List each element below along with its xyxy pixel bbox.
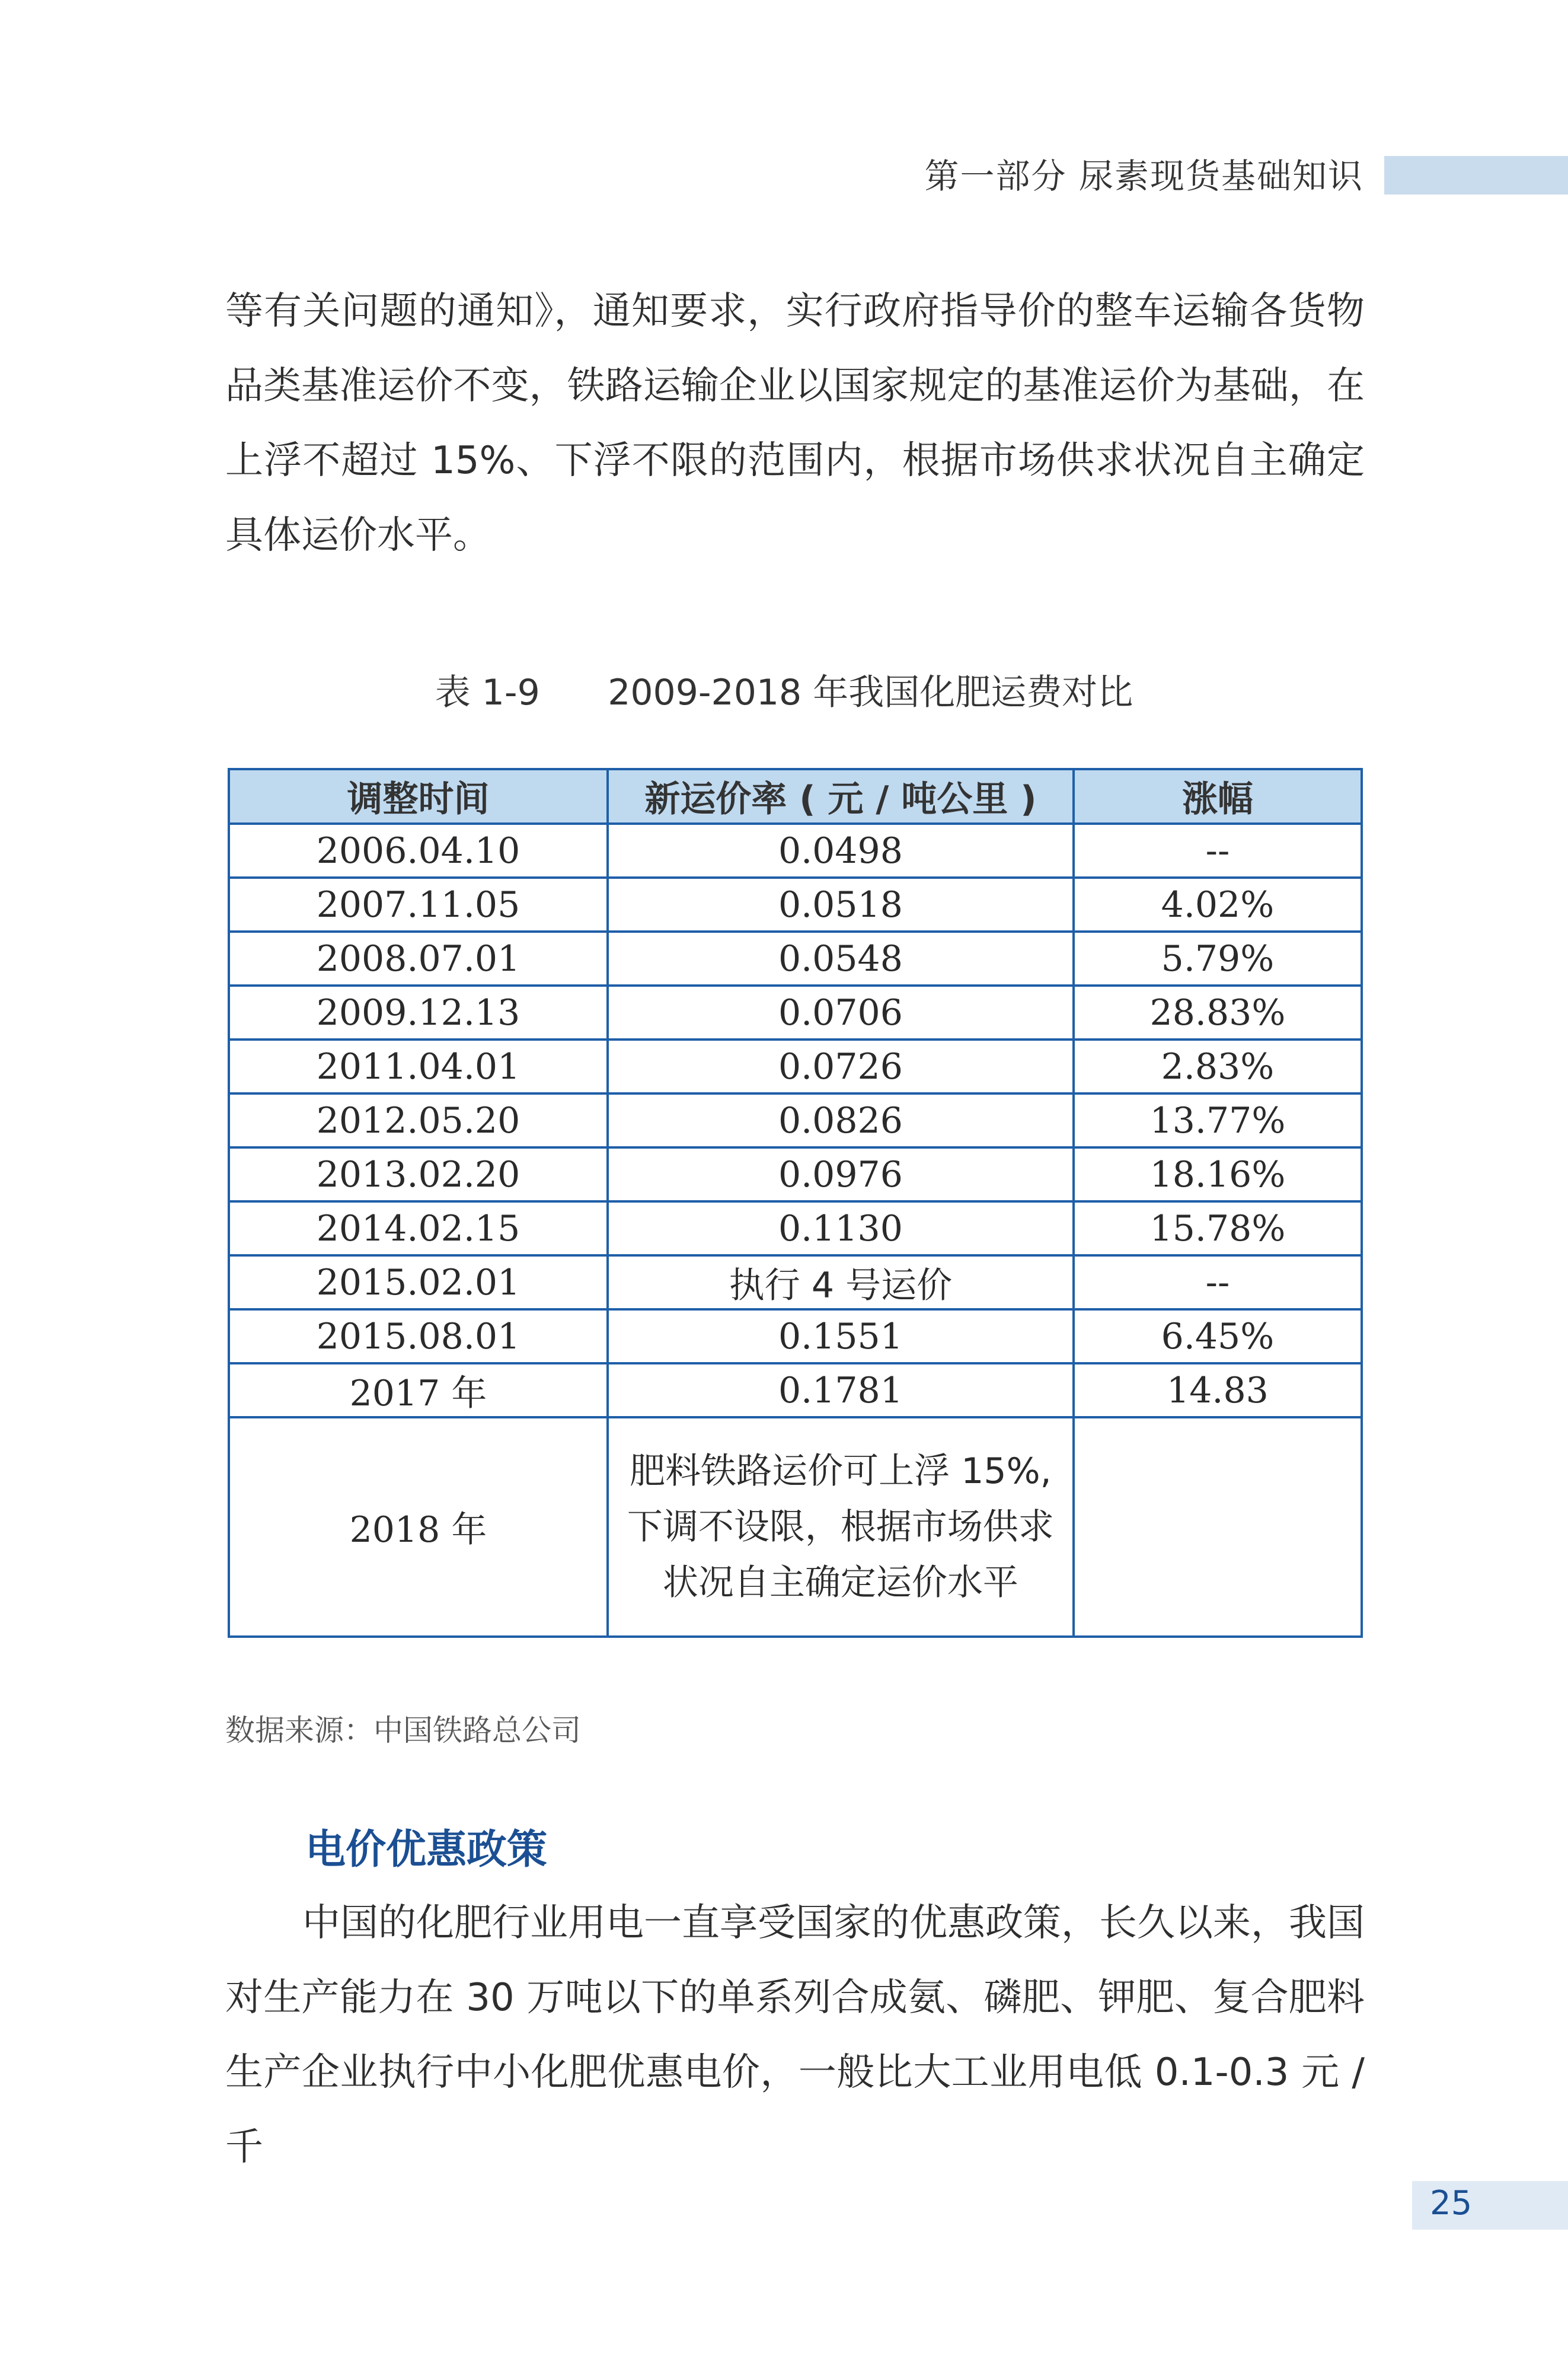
- header-cell-change: 涨幅: [1074, 769, 1362, 824]
- table-header-row: [229, 769, 1362, 824]
- table-row: [229, 878, 1362, 932]
- table-row: [229, 1255, 1362, 1309]
- note-line: 肥料铁路运价可上浮 15%,: [630, 1450, 1052, 1492]
- cell-change: 14.83: [1074, 1363, 1362, 1417]
- table-row: [229, 1363, 1362, 1417]
- table-source-note: 数据来源：中国铁路总公司: [225, 1713, 581, 1748]
- cell-rate: 0.0826: [608, 1093, 1074, 1147]
- table-row: [229, 932, 1362, 986]
- cell-change: 28.83%: [1074, 986, 1362, 1040]
- cell-change: 13.77%: [1074, 1093, 1362, 1147]
- table-row: [229, 1147, 1362, 1201]
- table-row: [229, 1201, 1362, 1255]
- cell-date: 2011.04.01: [229, 1040, 608, 1093]
- cell-change: --: [1074, 824, 1362, 878]
- cell-date: 2014.02.15: [229, 1201, 608, 1255]
- cell-rate: 0.0706: [608, 986, 1074, 1040]
- header-cell-date: 调整时间: [229, 769, 608, 824]
- cell-date: 2012.05.20: [229, 1093, 608, 1147]
- cell-change: 5.79%: [1074, 932, 1362, 986]
- cell-rate-note: [608, 1417, 1074, 1637]
- table-row: [229, 1040, 1362, 1093]
- cell-rate: 0.1551: [608, 1309, 1074, 1363]
- body-paragraph-1: 等有关问题的通知》，通知要求，实行政府指导价的整车运输各货物品类基准运价不变，铁路运输企业以国家规定的基准运价为基础，在上浮不超过 15%、下浮不限的范围内，根据市场供求状况自主确定具体运价水平。: [225, 289, 1365, 557]
- cell-date: 2015.08.01: [229, 1309, 608, 1363]
- cell-rate: 0.0498: [608, 824, 1074, 878]
- cell-rate: 0.0548: [608, 932, 1074, 986]
- cell-date: 2007.11.05: [229, 878, 608, 932]
- header-section-title: 第一部分 尿素现货基础知识: [924, 156, 1363, 196]
- cell-date: 2018 年: [229, 1417, 608, 1637]
- cell-date: 2013.02.20: [229, 1147, 608, 1201]
- table-row: [229, 986, 1362, 1040]
- table-row: [229, 824, 1362, 878]
- table-caption: 表 1-9 2009-2018 年我国化肥运费对比: [435, 672, 1133, 713]
- cell-change: 6.45%: [1074, 1309, 1362, 1363]
- cell-change: --: [1074, 1255, 1362, 1309]
- cell-change: [1074, 1417, 1362, 1637]
- cell-change: 15.78%: [1074, 1201, 1362, 1255]
- freight-rate-table: [228, 768, 1363, 1638]
- cell-rate: 0.0726: [608, 1040, 1074, 1093]
- cell-rate: 0.0976: [608, 1147, 1074, 1201]
- cell-rate: 0.0518: [608, 878, 1074, 932]
- body-paragraph-2: 中国的化肥行业用电一直享受国家的优惠政策，长久以来，我国对生产能力在 30 万吨以下的单系列合成氨、磷肥、钾肥、复合肥料生产企业执行中小化肥优惠电价，一般比大工业用电低 0.1-0.3 元 / 千: [225, 1901, 1365, 2169]
- cell-date: 2006.04.10: [229, 824, 608, 878]
- cell-change: 4.02%: [1074, 878, 1362, 932]
- page-number: 25: [1430, 2184, 1473, 2223]
- note-line: 状况自主确定运价水平: [662, 1562, 1018, 1603]
- cell-change: 18.16%: [1074, 1147, 1362, 1201]
- section-heading: 电价优惠政策: [305, 1826, 548, 1873]
- table-row: [229, 1093, 1362, 1147]
- note-line: 下调不设限，根据市场供求: [627, 1506, 1054, 1548]
- cell-rate: 0.1130: [608, 1201, 1074, 1255]
- cell-date: 2008.07.01: [229, 932, 608, 986]
- header-accent-bar: [1384, 156, 1568, 195]
- cell-date: 2009.12.13: [229, 986, 608, 1040]
- cell-date: 2017 年: [229, 1363, 608, 1417]
- cell-rate: 执行 4 号运价: [608, 1255, 1074, 1309]
- cell-rate: 0.1781: [608, 1363, 1074, 1417]
- cell-change: 2.83%: [1074, 1040, 1362, 1093]
- table-row-2018: [229, 1417, 1362, 1637]
- table-row: [229, 1309, 1362, 1363]
- header-cell-rate: 新运价率 ( 元 / 吨公里 ): [608, 769, 1074, 824]
- cell-date: 2015.02.01: [229, 1255, 608, 1309]
